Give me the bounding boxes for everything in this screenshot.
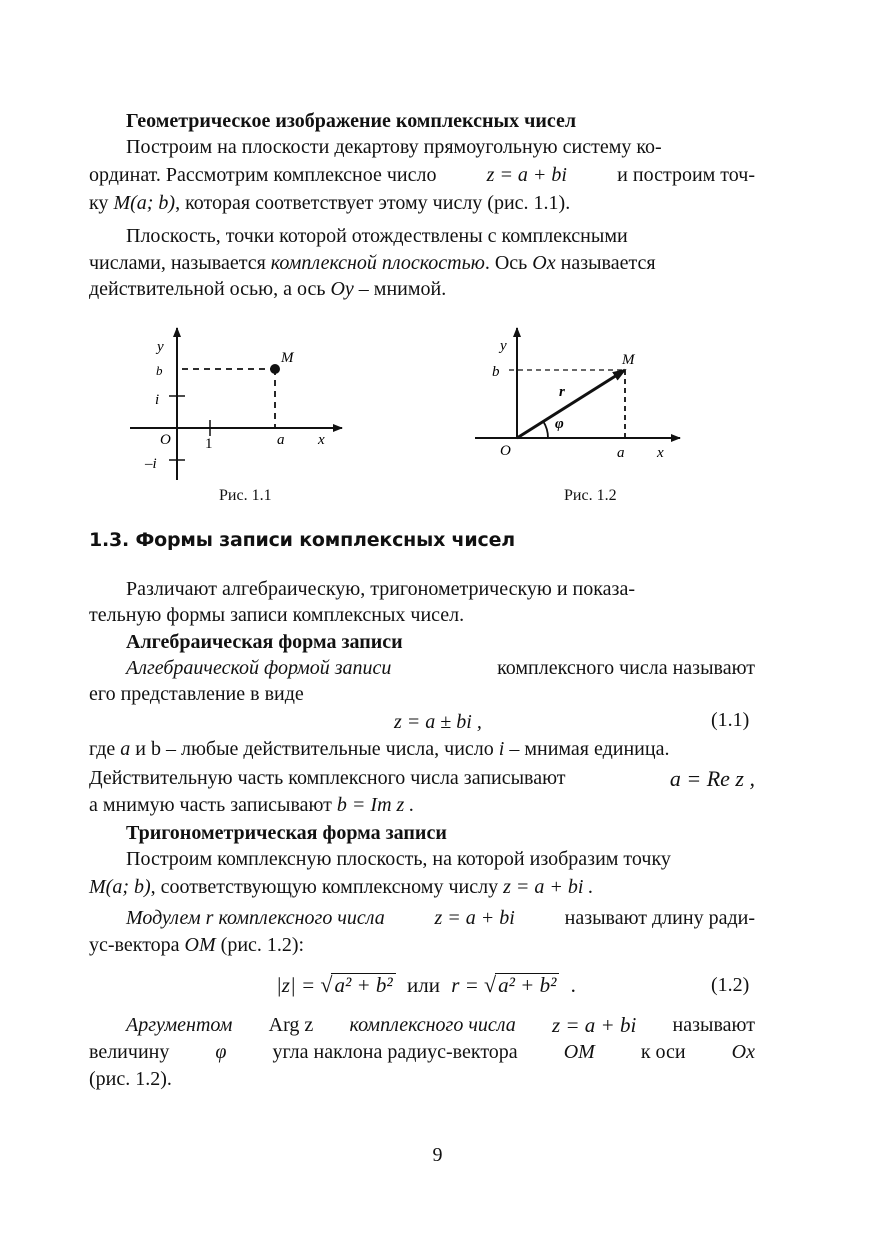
label-o-2: O — [500, 443, 511, 459]
figure-1-2 — [470, 320, 700, 470]
paragraph-coordinates-line2: ординат. Рассмотрим комплексное число z = a + bi и построим точ- — [89, 162, 755, 189]
label-b-2: b — [492, 364, 500, 380]
paragraph-real-line: Действительную часть комплексного числа записывают a = Re z , — [89, 766, 755, 791]
paragraph-trig-line2: M(a; b), соответствующую комплексному числу z = a + bi . — [89, 876, 594, 898]
label-y: y — [157, 339, 164, 355]
label-neg-i: –i — [145, 456, 157, 472]
term-complex-plane: комплексной плоскостью — [270, 252, 485, 274]
page-number: 9 — [432, 1144, 443, 1166]
equation-1-2: |z| = √a² + b² или r = √a² + b² . — [276, 972, 576, 997]
angle-arc-phi — [543, 421, 548, 438]
paragraph-coordinates: Построим на плоскости декартову прямоугольную систему ко- — [126, 136, 662, 158]
point-m-2: M(a; b) — [89, 876, 151, 898]
figure-1-2-caption: Рис. 1.2 — [564, 487, 617, 504]
paragraph-plane-line1: Плоскость, точки которой отождествлены с комплексными — [126, 225, 628, 247]
eq2-left: |z| = — [276, 973, 316, 997]
equation-1-2-number: (1.2) — [711, 974, 750, 996]
formula-re: a = Re z , — [669, 766, 755, 791]
radius-vector-om — [517, 370, 625, 438]
term-argument: Аргументом — [126, 1014, 233, 1036]
paragraph-where-line: где a и b – любые действительные числа, число i – мнимая единица. — [89, 738, 670, 760]
term-algebraic-form: Алгебраической формой записи — [126, 657, 392, 679]
paragraph-argument-line2: величину φ угла наклона радиус-вектора OM к оси Ox — [89, 1041, 755, 1063]
label-a: a — [277, 432, 285, 448]
label-o: O — [160, 432, 171, 448]
label-i: i — [155, 392, 160, 408]
formula-z: z = a + bi — [486, 164, 567, 186]
term-modulus: Модулем r комплексного числа — [126, 907, 385, 929]
label-y-2: y — [500, 338, 507, 354]
paragraph-forms-line1: Различают алгебраическую, тригонометрическую и показа- — [126, 578, 635, 600]
paragraph-plane-line2: числами, называется комплексной плоскостью. Ось Ox называется — [89, 252, 656, 274]
eq2-radicand-2: a² + b² — [495, 973, 559, 996]
subsection-heading-geometric: Геометрическое изображение комплексных чисел — [126, 110, 577, 132]
paragraph-trig-line1: Построим комплексную плоскость, на которой изобразим точку — [126, 848, 671, 870]
figure-1-1-caption: Рис. 1.1 — [219, 487, 272, 504]
paragraph-coordinates-line3: ку M(a; b), которая соответствует этому числу (рис. 1.1). — [89, 192, 571, 214]
label-b: b — [156, 363, 163, 378]
formula-im: b = Im z . — [336, 794, 415, 816]
paragraph-argument-line3: (рис. 1.2). — [89, 1068, 172, 1090]
section-number: 1.3. — [89, 529, 130, 551]
equation-1-1: z = a ± bi , — [394, 711, 482, 733]
section-heading — [89, 529, 515, 551]
label-m: M — [281, 350, 294, 366]
label-x: x — [318, 432, 325, 448]
section-title: Формы записи комплексных чисел — [135, 529, 515, 551]
eq2-radicand-1: a² + b² — [331, 973, 395, 996]
label-phi: φ — [555, 416, 564, 432]
point-m: M(a; b) — [113, 192, 176, 214]
paragraph-forms-line2: тельную формы записи комплексных чисел. — [89, 604, 465, 626]
paragraph-plane-line3: действительной осью, а ось Oy – мнимой. — [89, 278, 447, 300]
point-m-dot — [270, 364, 280, 374]
figure-1-1 — [120, 320, 350, 490]
paragraph-algebraic-line1: Алгебраической формой записи комплексного числа называют — [126, 655, 755, 682]
label-x-2: x — [657, 445, 664, 461]
label-m-2: M — [622, 352, 635, 368]
paragraph-algebraic-line2: его представление в виде — [89, 683, 304, 705]
paragraph-argument-line1: Аргументом Arg z комплексного числа z = a + bi называют — [126, 1013, 755, 1037]
label-one: 1 — [205, 436, 213, 452]
paragraph-modulus-line1: Модулем r комплексного числа z = a + bi называют длину ради- — [126, 905, 755, 932]
equation-1-1-number: (1.1) — [711, 709, 750, 731]
label-r: r — [559, 384, 565, 400]
subsection-heading-trigonometric: Тригонометрическая форма записи — [126, 822, 447, 844]
paragraph-imag-line: а мнимую часть записывают b = Im z . — [89, 794, 415, 816]
paragraph-modulus-line2: ус-вектора OM (рис. 1.2): — [89, 934, 305, 956]
label-a-2: a — [617, 445, 625, 461]
subsection-heading-algebraic: Алгебраическая форма записи — [126, 631, 403, 653]
